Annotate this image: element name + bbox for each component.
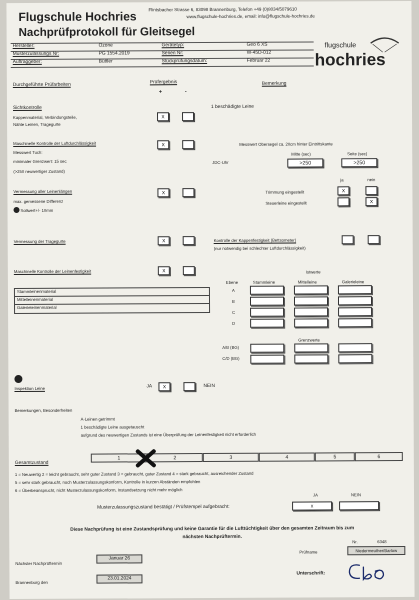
leinen-minus-box[interactable] [182, 188, 194, 197]
meta-value-hersteller: Ozone [98, 43, 113, 49]
column-minus: - [184, 89, 187, 96]
grenzwerte-label: Grenzwerte [298, 337, 320, 343]
paraglider-logo-icon [313, 35, 403, 71]
inspection-label: Inspektion Leine [14, 385, 45, 392]
mittel-c-input[interactable] [294, 307, 328, 316]
address-line-2: www.flugschule-hochries.de, email: info@flugschule-hochries.de [186, 13, 315, 20]
footer-statement: Diese Nachprüfung ist eine Zustandsprüfung und keine Garantie für die Lufttüchtigkeit über den gesamten Zeitraum bis zum nächsten Nachprüftermin. [70, 526, 355, 541]
material-group [14, 287, 210, 314]
meta-label-musterzulassung: Musterzulassungs Nr: [12, 51, 60, 58]
signature-scribble [345, 559, 391, 585]
column-plus: + [158, 89, 163, 96]
header-mittelleine: Mittelleine [297, 279, 317, 285]
mittel-d-input[interactable] [294, 318, 328, 327]
tragegurte-title: Vermessung der Tragegurte [13, 238, 66, 245]
kappen-note: (nur notwendig bei schlechter Luftdurchlässigkeit) [213, 245, 306, 251]
extra-row-ab: A/B (BG) [222, 344, 240, 350]
meta-value-auftraggeber: Büttler [98, 59, 113, 65]
trim-nein-box[interactable] [365, 186, 377, 195]
scale-4[interactable]: 4 [259, 452, 315, 461]
remark-line-2: 1 beschädigte Leine ausgetauscht [80, 424, 145, 430]
meta-label-auftraggeber: Auftraggeber: [12, 59, 42, 66]
stempel-nein-box[interactable] [339, 501, 379, 510]
scale-5[interactable]: 5 [315, 452, 355, 461]
trim-label: Trimmung eingestellt [265, 189, 305, 195]
prufname-label: Prüfname [299, 549, 318, 555]
meta-value-seriennr: W-45D-012 [246, 50, 272, 56]
next-value[interactable]: Januar 26 [96, 554, 142, 563]
logo-small-text: flugschule [324, 42, 357, 50]
sichtkontrolle-remark: 1 beschädigte Leine [210, 104, 254, 110]
scale-6[interactable]: 6 [355, 452, 403, 461]
luft-minus-box[interactable] [182, 140, 194, 149]
festigkeit-minus-box[interactable] [183, 266, 195, 275]
luft-seite-value[interactable]: >250 [341, 158, 377, 167]
cd-galerie-input[interactable] [338, 354, 372, 363]
legend-line-1: 1 = Neuwertig 2 = leicht gebraucht, sehr guter Zustand 3 = gebraucht, guter Zustand 4 = stark gebraucht, ausreichender Zustand [14, 470, 254, 478]
kappen-plus-box[interactable] [342, 235, 354, 244]
ab-stamm-input[interactable] [250, 344, 284, 353]
stempel-label: Musterzulassungszustand bestätigt / Prüfstempel aufgebracht: [97, 504, 230, 511]
ink-dot-icon [14, 207, 20, 213]
leinen-title: Vermessung aller Leinenlängen [13, 188, 73, 195]
ebene-d: D [232, 320, 236, 326]
leinen-line-2: Sollwert+/- 10mm [20, 207, 54, 213]
meta-value-musterzulassung: PG 1554.2019 [98, 51, 130, 57]
selected-cross-mark-icon [135, 448, 157, 468]
gesamt-title: Gesamtzustand [14, 460, 49, 467]
galerie-b-input[interactable] [338, 296, 372, 305]
header-galerieleine: Galerieleine [341, 279, 365, 285]
scale-1[interactable]: 1 [91, 453, 147, 462]
tragegurte-plus-box[interactable]: x [158, 236, 170, 245]
scale-2[interactable]: 2 [147, 453, 203, 462]
meta-label-seriennr: Serien Nr: [161, 51, 184, 57]
meta-label-hersteller: Hersteller: [12, 43, 35, 50]
column-remarks: Bemerkung [261, 81, 287, 87]
stamm-a-input[interactable] [250, 286, 284, 295]
sichtkontrolle-minus-box[interactable] [182, 112, 194, 121]
luft-line-3: (>250 neuwertiger Zustand) [13, 168, 65, 175]
mittel-b-input[interactable] [294, 296, 328, 305]
next-label: Nächster Nachprüftermin [15, 560, 62, 567]
kappen-label: Kontrolle der Kappenfestigkeit (Bettsometer) [213, 237, 297, 243]
column-tests: Durchgeführte Prüfarbeiten [12, 82, 71, 89]
tragegurte-minus-box[interactable] [183, 236, 195, 245]
school-name: Flugschule Hochries [18, 9, 137, 25]
inspection-form [6, 1, 414, 599]
remarks-title: Bemerkungen, Besonderheiten [14, 407, 73, 414]
leinen-line-1: max. gemessene Differenz [13, 198, 64, 205]
sichtkontrolle-item-1: Kappenmaterial, Verbindungsteile, [13, 114, 77, 121]
steuer-label: Steuerleine eingestellt [265, 200, 307, 206]
place-value[interactable]: 23.01.2024 [96, 574, 142, 583]
mittel-a-input[interactable] [294, 285, 328, 294]
sichtkontrolle-title: Sichtkontrolle [12, 105, 42, 112]
stamm-d-input[interactable] [250, 319, 284, 328]
luft-line-2: minimaler Grenzwert: 15 sec [13, 158, 67, 165]
festigkeit-plus-box[interactable]: x [158, 266, 170, 275]
logo-large-text: hochries [314, 50, 386, 70]
header-ebene: Ebene [225, 279, 239, 285]
stamm-c-input[interactable] [250, 308, 284, 317]
nr-value: 6348 [377, 539, 387, 545]
form-title: Nachprüfprotokoll für Gleitsegel [18, 26, 195, 40]
ebene-c: C [232, 309, 236, 315]
legend-line-2: 5 = sehr stark gebraucht, noch Musterzulassungskonform, Kontrolle in kurzen Abständen empfohlen [14, 479, 201, 486]
luft-title: Maschinelle Kontrolle der Luftdurchlässigkeit [13, 140, 97, 147]
ab-mittel-input[interactable] [294, 343, 328, 352]
address-line-1: Flintsbacher Strasse 6, 83098 Brannenburg, Telefon +49 (0)8034/5079610 [148, 6, 297, 13]
inspection-ja-box[interactable]: x [158, 382, 170, 391]
cd-stamm-input[interactable] [250, 355, 284, 364]
header-stammleine: Stammleine [252, 279, 276, 285]
stempel-ja-box[interactable]: x [292, 501, 332, 510]
festigkeit-title: Maschinelle Kontrolle der Leinenfestigkeit [13, 268, 92, 275]
steuer-nein-box[interactable]: x [365, 197, 377, 206]
inspection-ja: JA [146, 384, 153, 390]
material-galerie: Galerieleinenmaterial [17, 304, 57, 311]
material-stamm: Stammleinenmaterial [15, 288, 209, 297]
luft-mitte-value[interactable]: >250 [287, 158, 323, 167]
scale-3[interactable]: 3 [203, 453, 259, 462]
luft-device: JDC-Uhr [212, 159, 229, 165]
extra-row-cd: C/D (BG) [222, 355, 240, 361]
luft-line-1: Messwert Tuch: [13, 149, 43, 156]
sichtkontrolle-item-2: Nähte Leinen, Tragegurte [13, 121, 61, 128]
leinen-plus-box[interactable]: x [157, 188, 169, 197]
ink-blot-icon [14, 375, 22, 383]
ebene-a: A [231, 287, 235, 293]
inspection-nein-box[interactable] [183, 382, 195, 391]
meta-label-stueckpruefung: Stückprüfungsdatum: [161, 59, 208, 65]
sichtkontrolle-plus-box[interactable]: x [157, 112, 169, 121]
meta-value-stueckpruefung: Februar 22 [246, 58, 271, 64]
leinen-ja-label: ja [340, 177, 344, 183]
steuer-ja-box[interactable] [337, 197, 349, 206]
luft-mitte-label: Mitte (sec) [291, 151, 311, 157]
meta-value-geraetetyp: Geo 6 XS [246, 42, 268, 48]
meta-label-geraetetyp: Gerätetyp: [161, 43, 185, 49]
material-mittel: Mittelleinenmaterial [15, 296, 209, 305]
nr-label: Nr. [352, 539, 358, 545]
legend-line-3: 6 = Überbeansprucht, nicht Musterzulassungskonform, Instandsetzung nicht mehr möglich [14, 487, 183, 494]
luft-plus-box[interactable]: x [157, 140, 169, 149]
stempel-ja: JA [313, 492, 318, 498]
galerie-a-input[interactable] [338, 285, 372, 294]
luft-remark: Messwert Obersegel ca. 20cm hinter Eintrittskante [239, 141, 333, 147]
logo [313, 35, 403, 76]
stempel-nein: NEIN [351, 492, 362, 498]
kappen-minus-box[interactable] [368, 235, 380, 244]
ebene-b: B [231, 298, 235, 304]
istwerte-label: Istwerte [305, 269, 321, 275]
remark-line-3: aufgrund des neuwertigen Zustands ist eine Überprüfung der Leinenfestigkeit nicht erforderlich [80, 431, 257, 438]
leinen-nein-label: nein [367, 177, 376, 183]
prufname-value[interactable]: Niedermeuther/Barlow [347, 546, 405, 555]
stamm-b-input[interactable] [250, 297, 284, 306]
luft-seite-label: Seite (sec) [347, 151, 368, 157]
remark-line-1: A-Leinen getrimmt [80, 416, 115, 422]
inspection-nein: NEIN [203, 383, 215, 390]
column-result: Prüfergebnis [149, 80, 178, 86]
ab-galerie-input[interactable] [338, 343, 372, 352]
trim-ja-box[interactable]: x [337, 186, 349, 195]
galerie-c-input[interactable] [338, 307, 372, 316]
signature-label: Unterschrift: [296, 571, 326, 577]
galerie-d-input[interactable] [338, 318, 372, 327]
place-label: Brannenburg den [15, 579, 48, 586]
cd-mittel-input[interactable] [294, 354, 328, 363]
